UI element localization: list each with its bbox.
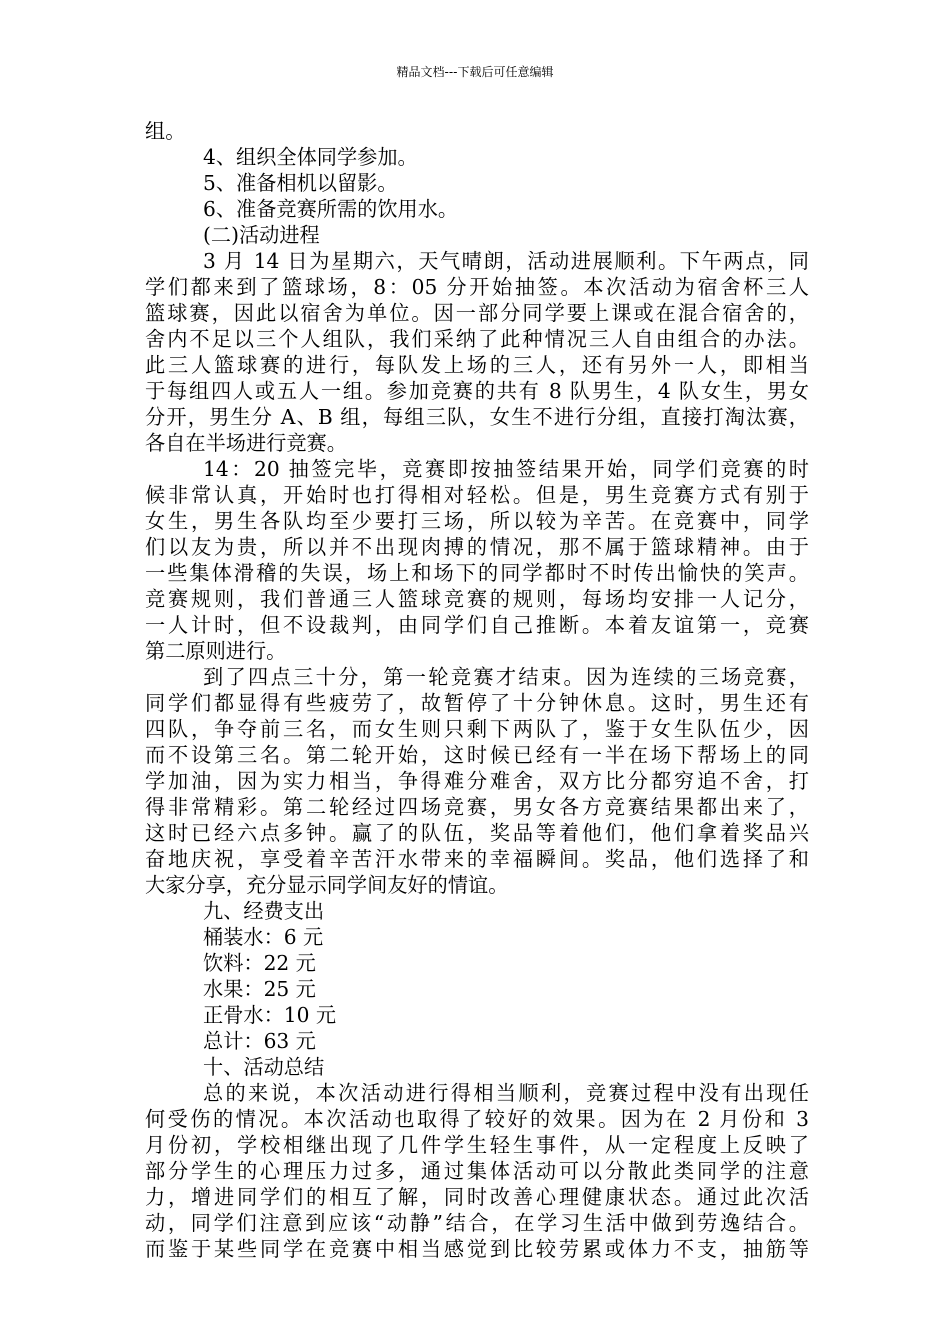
text-line: 组。 <box>145 119 186 143</box>
text-line: 九、经费支出 <box>203 899 325 923</box>
text-line: 3 月 14 日为星期六，天气晴朗，活动进展顺利。下午两点，同 <box>203 249 809 273</box>
text-line: (二)活动进程 <box>203 223 320 247</box>
text-line: 女生，男生各队均至少要打三场，所以较为辛苦。在竞赛中，同学 <box>145 509 809 533</box>
text-line: 一些集体滑稽的失误，场上和场下的同学都时不时传出愉快的笑声。 <box>145 561 809 585</box>
text-line: 而不设第三名。第二轮开始，这时候已经有一半在场下帮场上的同 <box>145 743 809 767</box>
text-line: 学加油，因为实力相当，争得难分难舍，双方比分都穷追不舍，打 <box>145 769 809 793</box>
text-line: 水果：25 元 <box>203 977 316 1001</box>
text-line: 14：20 抽签完毕，竞赛即按抽签结果开始，同学们竞赛的时 <box>203 457 809 481</box>
text-line: 分开，男生分 A、B 组，每组三队，女生不进行分组，直接打淘汰赛， <box>145 405 809 429</box>
text-line: 学们都来到了篮球场，8：05 分开始抽签。本次活动为宿舍杯三人 <box>145 275 809 299</box>
text-line: 力，增进同学们的相互了解，同时改善心理健康状态。通过此次活 <box>145 1185 809 1209</box>
text-line: 何受伤的情况。本次活动也取得了较好的效果。因为在 2 月份和 3 <box>145 1107 809 1131</box>
text-line: 得非常精彩。第二轮经过四场竞赛，男女各方竞赛结果都出来了， <box>145 795 809 819</box>
text-line: 而鉴于某些同学在竞赛中相当感觉到比较劳累或体力不支，抽筋等 <box>145 1237 809 1261</box>
text-line: 这时已经六点多钟。赢了的队伍，奖品等着他们，他们拿着奖品兴 <box>145 821 809 845</box>
text-line: 4、组织全体同学参加。 <box>203 145 418 169</box>
text-line: 四队，争夺前三名，而女生则只剩下两队了，鉴于女生队伍少，因 <box>145 717 809 741</box>
text-line: 们以友为贵，所以并不出现肉搏的情况，那不属于篮球精神。由于 <box>145 535 809 559</box>
text-line: 各自在半场进行竞赛。 <box>145 431 347 455</box>
text-line: 奋地庆祝，享受着辛苦汗水带来的幸福瞬间。奖品，他们选择了和 <box>145 847 809 871</box>
page-header: 精品文档---下载后可任意编辑 <box>396 65 554 79</box>
text-line: 饮料：22 元 <box>203 951 316 975</box>
text-line: 6、准备竞赛所需的饮用水。 <box>203 197 459 221</box>
text-line: 月份初，学校相继出现了几件学生轻生事件，从一定程度上反映了 <box>145 1133 809 1157</box>
text-line: 篮球赛，因此以宿舍为单位。因一部分同学要上课或在混合宿舍的， <box>145 301 809 325</box>
text-line: 此三人篮球赛的进行，每队发上场的三人，还有另外一人，即相当 <box>145 353 809 377</box>
text-line: 总的来说，本次活动进行得相当顺利，竞赛过程中没有出现任 <box>203 1081 809 1105</box>
text-line: 5、准备相机以留影。 <box>203 171 398 195</box>
text-line: 部分学生的心理压力过多，通过集体活动可以分散此类同学的注意 <box>145 1159 809 1183</box>
text-line: 大家分享，充分显示同学间友好的情谊。 <box>145 873 509 897</box>
text-line: 正骨水：10 元 <box>203 1003 337 1027</box>
text-line: 第二原则进行。 <box>145 639 287 663</box>
text-line: 于每组四人或五人一组。参加竞赛的共有 8 队男生，4 队女生，男女 <box>145 379 809 403</box>
text-line: 动，同学们注意到应该“动静”结合，在学习生活中做到劳逸结合。 <box>145 1211 809 1235</box>
text-line: 竞赛规则，我们普通三人篮球竞赛的规则，每场均安排一人记分， <box>145 587 809 611</box>
text-line: 候非常认真，开始时也打得相对轻松。但是，男生竞赛方式有别于 <box>145 483 809 507</box>
text-line: 桶装水：6 元 <box>203 925 324 949</box>
text-line: 到了四点三十分，第一轮竞赛才结束。因为连续的三场竞赛， <box>203 665 809 689</box>
text-line: 舍内不足以三个人组队，我们采纳了此种情况三人自由组合的办法。 <box>145 327 809 351</box>
text-line: 总计：63 元 <box>203 1029 316 1053</box>
text-line: 一人计时，但不设裁判，由同学们自己推断。本着友谊第一，竞赛 <box>145 613 809 637</box>
text-line: 同学们都显得有些疲劳了，故暂停了十分钟休息。这时，男生还有 <box>145 691 809 715</box>
text-line: 十、活动总结 <box>203 1055 325 1079</box>
document-body <box>145 118 809 1262</box>
